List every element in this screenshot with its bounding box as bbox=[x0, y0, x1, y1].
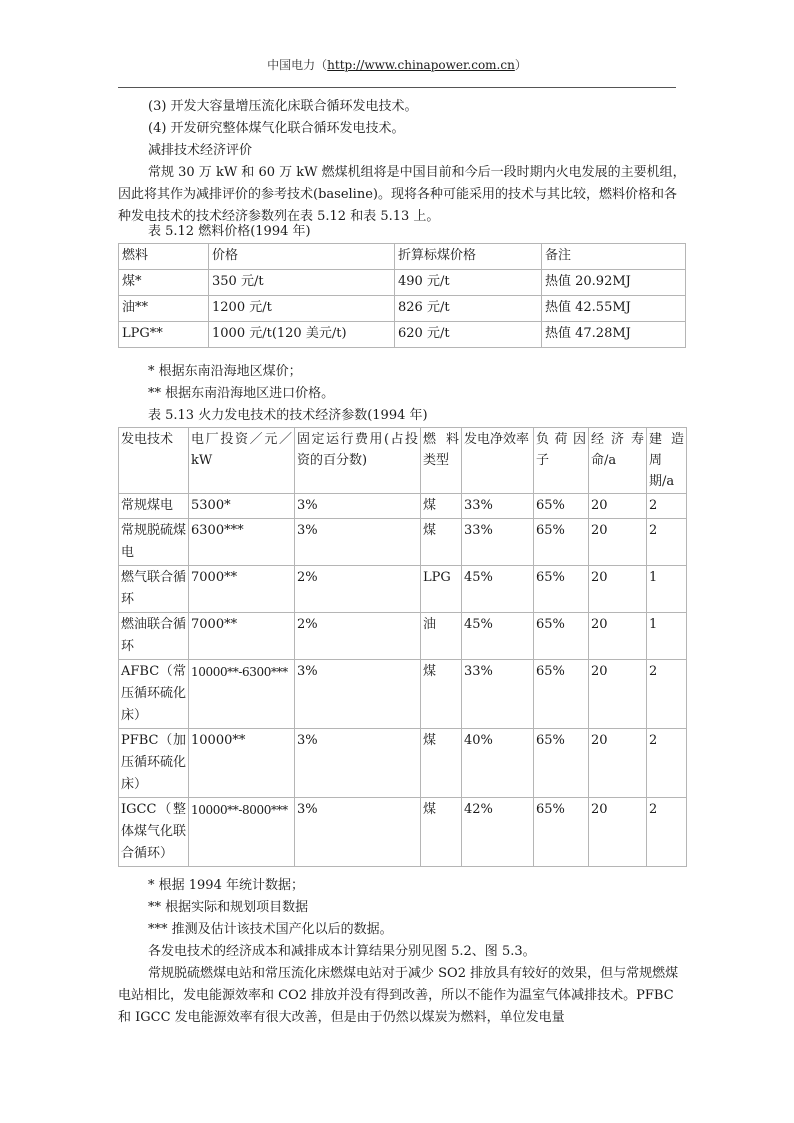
table-cell: 2 bbox=[647, 798, 687, 867]
table-cell: 6300*** bbox=[189, 519, 295, 566]
table-row bbox=[119, 729, 687, 798]
header-cell: 电厂投资／元／kW bbox=[189, 428, 295, 494]
table-cell: 45% bbox=[462, 613, 534, 660]
table-cell: 燃油联合循环 bbox=[119, 613, 189, 660]
table-cell: 33% bbox=[462, 519, 534, 566]
table-cell: 2 bbox=[647, 729, 687, 798]
header-cell: 建 造周 期/a bbox=[647, 428, 687, 494]
tech-params-table bbox=[118, 427, 687, 867]
table-cell: 7000** bbox=[189, 613, 295, 660]
table-row bbox=[119, 613, 687, 660]
table-cell: IGCC（整体煤气化联合循环） bbox=[119, 798, 189, 867]
table-cell: PFBC（加压循环硫化床） bbox=[119, 729, 189, 798]
table-cell: 3% bbox=[295, 729, 421, 798]
table-cell: LPG** bbox=[119, 322, 209, 348]
table-cell: 20 bbox=[589, 566, 647, 613]
table-cell: 2% bbox=[295, 566, 421, 613]
table-header-row bbox=[119, 244, 686, 270]
table-cell: 65% bbox=[534, 519, 589, 566]
table-cell: 42% bbox=[462, 798, 534, 867]
header-cell: 发电净效率 bbox=[462, 428, 534, 494]
table-cell: 10000**-6300*** bbox=[189, 660, 295, 729]
table-cell: 1000 元/t(120 美元/t) bbox=[209, 322, 395, 348]
table-5-12-caption: 表 5.12 燃料价格(1994 年) bbox=[148, 224, 311, 239]
table-cell: 20 bbox=[589, 613, 647, 660]
table-cell: 2 bbox=[647, 519, 687, 566]
header-prefix: 中国电力（ bbox=[267, 58, 328, 72]
table-cell: 煤 bbox=[421, 660, 462, 729]
table-cell: 33% bbox=[462, 494, 534, 519]
table-cell: 20 bbox=[589, 519, 647, 566]
table-cell: 煤 bbox=[421, 494, 462, 519]
table-cell: 3% bbox=[295, 798, 421, 867]
table-cell: 7000** bbox=[189, 566, 295, 613]
table-cell: 热值 47.28MJ bbox=[542, 322, 686, 348]
list-item-4: (4) 开发研究整体煤气化联合循环发电技术。 bbox=[148, 121, 405, 136]
table-cell: 2 bbox=[647, 660, 687, 729]
table-cell: 20 bbox=[589, 798, 647, 867]
table-cell: 1200 元/t bbox=[209, 296, 395, 322]
table-row bbox=[119, 296, 686, 322]
table-cell: AFBC（常压循环硫化床） bbox=[119, 660, 189, 729]
header-rule bbox=[118, 87, 676, 88]
header-cell: 固定运行费用(占投资的百分数) bbox=[295, 428, 421, 494]
table-row bbox=[119, 322, 686, 348]
table-row bbox=[119, 660, 687, 729]
table-cell: 65% bbox=[534, 798, 589, 867]
table-row bbox=[119, 566, 687, 613]
header-cell: 价格 bbox=[209, 244, 395, 270]
table-cell: 5300* bbox=[189, 494, 295, 519]
footnote: * 根据 1994 年统计数据； bbox=[148, 878, 304, 893]
fuel-price-table bbox=[118, 243, 686, 348]
table-header-row bbox=[119, 428, 687, 494]
table-cell: 煤 bbox=[421, 729, 462, 798]
table-cell: 20 bbox=[589, 729, 647, 798]
header-cell: 发电技术 bbox=[119, 428, 189, 494]
table-cell: 2 bbox=[647, 494, 687, 519]
table-cell: 燃气联合循环 bbox=[119, 566, 189, 613]
paragraph-analysis: 常规脱硫燃煤电站和常压流化床燃煤电站对于减少 SO2 排放具有较好的效果，但与常规燃煤电站相比，发电能源效率和 CO2 排放并没有得到改善，所以不能作为温室气体减排技术。PFBC 和 IGCC 发电能源效率有很大改善，但是由于仍然以煤炭为燃料，单位发电量 bbox=[118, 966, 679, 1025]
header-cell: 备注 bbox=[542, 244, 686, 270]
table-cell: 65% bbox=[534, 729, 589, 798]
header-cell: 经 济 寿命/a bbox=[589, 428, 647, 494]
paragraph-baseline: 常规 30 万 kW 和 60 万 kW 燃煤机组将是中国目前和今后一段时期内火电发展的主要机组，因此将其作为减排评价的参考技术(baseline)。现将各种可能采用的技术与其比较，燃料价格和各种发电技术的技术经济参数列在表 5.12 和表 5.13 上。 bbox=[118, 165, 686, 224]
table-cell: 油 bbox=[421, 613, 462, 660]
table-cell: 3% bbox=[295, 519, 421, 566]
header-link[interactable]: http://www.chinapower.com.cn bbox=[327, 58, 515, 72]
table-cell: 常规脱硫煤电 bbox=[119, 519, 189, 566]
table-cell: 65% bbox=[534, 494, 589, 519]
table-cell: 10000** bbox=[189, 729, 295, 798]
table-row bbox=[119, 519, 687, 566]
paragraph-results: 各发电技术的经济成本和减排成本计算结果分别见图 5.2、图 5.3。 bbox=[148, 944, 536, 959]
table-cell: 3% bbox=[295, 660, 421, 729]
table-cell: 油** bbox=[119, 296, 209, 322]
table-cell: 煤 bbox=[421, 519, 462, 566]
footnote: *** 推测及估计该技术国产化以后的数据。 bbox=[148, 922, 393, 937]
table-cell: 煤* bbox=[119, 270, 209, 296]
table-cell: 1 bbox=[647, 566, 687, 613]
table-cell: 20 bbox=[589, 660, 647, 729]
header-cell: 负 荷 因子 bbox=[534, 428, 589, 494]
list-item-3: (3) 开发大容量增压流化床联合循环发电技术。 bbox=[148, 99, 418, 114]
table-cell: 热值 20.92MJ bbox=[542, 270, 686, 296]
footnote: * 根据东南沿海地区煤价； bbox=[148, 364, 302, 379]
table-cell: 33% bbox=[462, 660, 534, 729]
table-cell: 40% bbox=[462, 729, 534, 798]
table-row bbox=[119, 270, 686, 296]
table-row bbox=[119, 798, 687, 867]
table-cell: 826 元/t bbox=[395, 296, 542, 322]
table-cell: 热值 42.55MJ bbox=[542, 296, 686, 322]
table-cell: 350 元/t bbox=[209, 270, 395, 296]
table-cell: 3% bbox=[295, 494, 421, 519]
footnote: ** 根据东南沿海地区进口价格。 bbox=[148, 386, 335, 401]
table-cell: 65% bbox=[534, 660, 589, 729]
table-cell: 620 元/t bbox=[395, 322, 542, 348]
table-cell: 1 bbox=[647, 613, 687, 660]
table-cell: 10000**-8000*** bbox=[189, 798, 295, 867]
header-cell: 折算标煤价格 bbox=[395, 244, 542, 270]
table-cell: 20 bbox=[589, 494, 647, 519]
section-heading: 减排技术经济评价 bbox=[148, 143, 253, 158]
table-cell: 煤 bbox=[421, 798, 462, 867]
table-cell: 常规煤电 bbox=[119, 494, 189, 519]
table-cell: 2% bbox=[295, 613, 421, 660]
table-5-13-caption: 表 5.13 火力发电技术的技术经济参数(1994 年) bbox=[148, 408, 428, 423]
table-cell: 45% bbox=[462, 566, 534, 613]
header-suffix: ） bbox=[514, 58, 527, 72]
header-cell: 燃 料类型 bbox=[421, 428, 462, 494]
footnote: ** 根据实际和规划项目数据 bbox=[148, 900, 309, 915]
table-cell: 65% bbox=[534, 613, 589, 660]
table-cell: 65% bbox=[534, 566, 589, 613]
header-cell: 燃料 bbox=[119, 244, 209, 270]
table-cell: LPG bbox=[421, 566, 462, 613]
table-row bbox=[119, 494, 687, 519]
page-header bbox=[0, 57, 794, 73]
table-cell: 490 元/t bbox=[395, 270, 542, 296]
